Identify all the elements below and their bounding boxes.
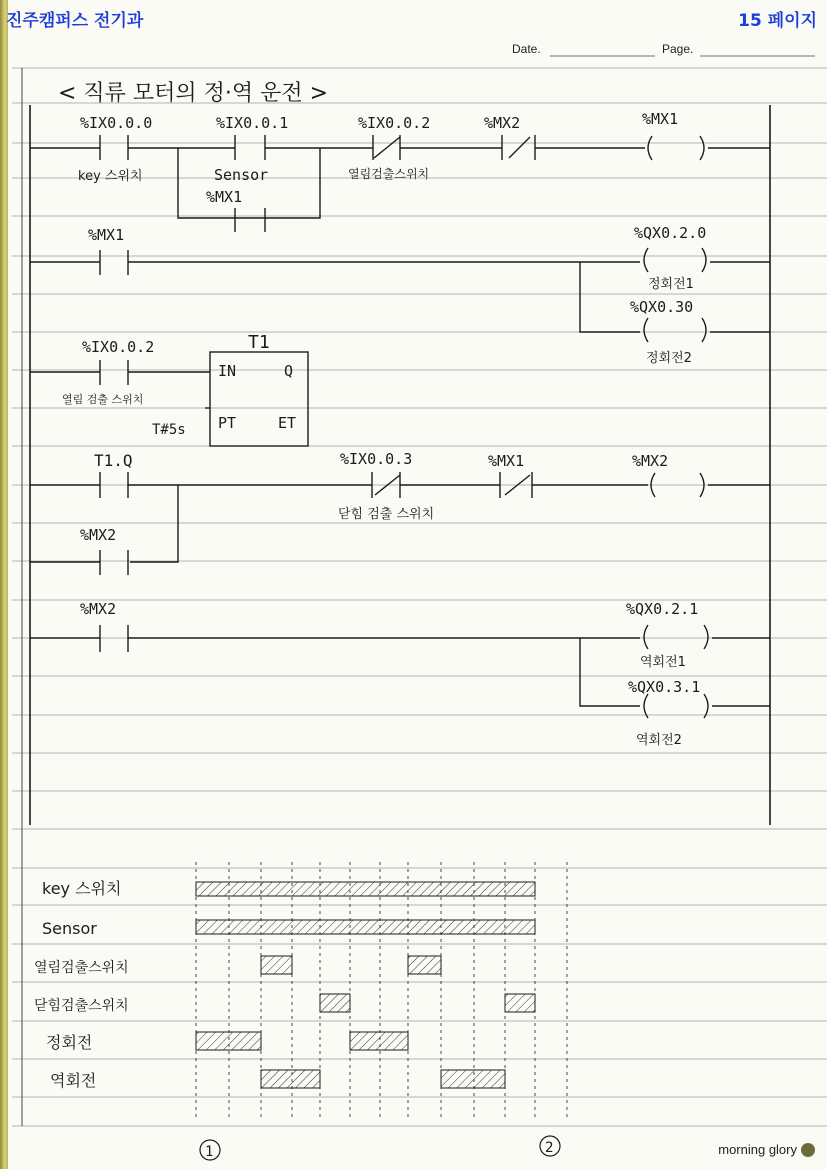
r1-contact4: %MX2 [484, 114, 521, 132]
pulse-open-2 [408, 956, 441, 974]
pulse-forward-1 [196, 1032, 261, 1050]
timer-name: T1 [248, 332, 270, 353]
timer-q: Q [284, 362, 294, 380]
page-label: Page. [662, 42, 694, 56]
r2-coil1-label: 정회전1 [648, 277, 694, 292]
pulse-sensor [196, 920, 535, 934]
r2-coil2: %QX0.30 [630, 298, 694, 316]
timer-et: ET [278, 414, 297, 432]
r1-contact2b: %MX1 [206, 188, 243, 206]
brand [718, 1142, 815, 1157]
pulse-close-1 [320, 994, 350, 1012]
flower-icon [801, 1143, 815, 1157]
r4-contact1: T1.Q [94, 451, 133, 470]
r1-contact3: %IX0.0.2 [358, 114, 431, 132]
r5-coil2: %QX0.3.1 [628, 678, 701, 696]
pulse-open-1 [261, 956, 292, 974]
page-title: < 직류 모터의 정·역 운전 > [58, 81, 329, 106]
r5-contact1: %MX2 [80, 600, 117, 618]
date-label: Date. [512, 42, 541, 56]
r5-coil1-label: 역회전1 [640, 655, 686, 670]
r2-coil1: %QX0.2.0 [634, 224, 707, 242]
r1-contact1-label: key 스위치 [78, 169, 143, 184]
pulse-close-2 [505, 994, 535, 1012]
timing-pulses [196, 882, 535, 1088]
r4-contact2: %IX0.0.3 [340, 450, 413, 468]
r2-coil2-label: 정회전2 [646, 351, 692, 366]
r4-contact2-label: 닫힘 검출 스위치 [338, 507, 435, 522]
header-page: 15 페이지 [738, 11, 817, 31]
marker-1: 1 [205, 1144, 214, 1160]
pulse-reverse-2 [441, 1070, 505, 1088]
r5-coil1: %QX0.2.1 [626, 600, 699, 618]
r4-contact3: %MX1 [488, 452, 525, 470]
r1-contact2: %IX0.0.1 [216, 114, 289, 132]
pulse-key [196, 882, 535, 896]
r5-coil2-label: 역회전2 [636, 733, 682, 748]
timer-in: IN [218, 362, 237, 380]
marker-2: 2 [545, 1140, 554, 1156]
time-markers [200, 1136, 560, 1160]
timing-label-key: key 스위치 [42, 879, 122, 898]
r1-contact1: %IX0.0.0 [80, 114, 153, 132]
r2-contact1: %MX1 [88, 226, 125, 244]
timer-preset: T#5s [152, 422, 186, 438]
timing-label-sensor: Sensor [42, 919, 97, 938]
r1-contact3-label: 열림검출스위치 [348, 167, 430, 181]
r1-coil: %MX1 [642, 110, 679, 128]
r4-coil: %MX2 [632, 452, 669, 470]
r3-contact1: %IX0.0.2 [82, 338, 155, 356]
timing-label-open: 열림검출스위치 [34, 960, 129, 976]
timing-gridlines [196, 862, 567, 1120]
timing-label-close: 닫힘검출스위치 [34, 998, 129, 1014]
r1-contact2-label: Sensor [214, 166, 269, 184]
r3-contact1-label: 열림 검출 스위치 [62, 393, 144, 406]
header-school: 진주캠퍼스 전기과 [6, 11, 144, 31]
r4-contact1b: %MX2 [80, 526, 117, 544]
pulse-forward-2 [350, 1032, 408, 1050]
ladder-diagram [30, 135, 770, 718]
timing-label-reverse: 역회전 [50, 1071, 97, 1090]
pulse-reverse-1 [261, 1070, 320, 1088]
timer-pt: PT [218, 414, 237, 432]
timing-label-forward: 정회전 [46, 1033, 93, 1052]
brand-name: morning glory [718, 1142, 797, 1157]
